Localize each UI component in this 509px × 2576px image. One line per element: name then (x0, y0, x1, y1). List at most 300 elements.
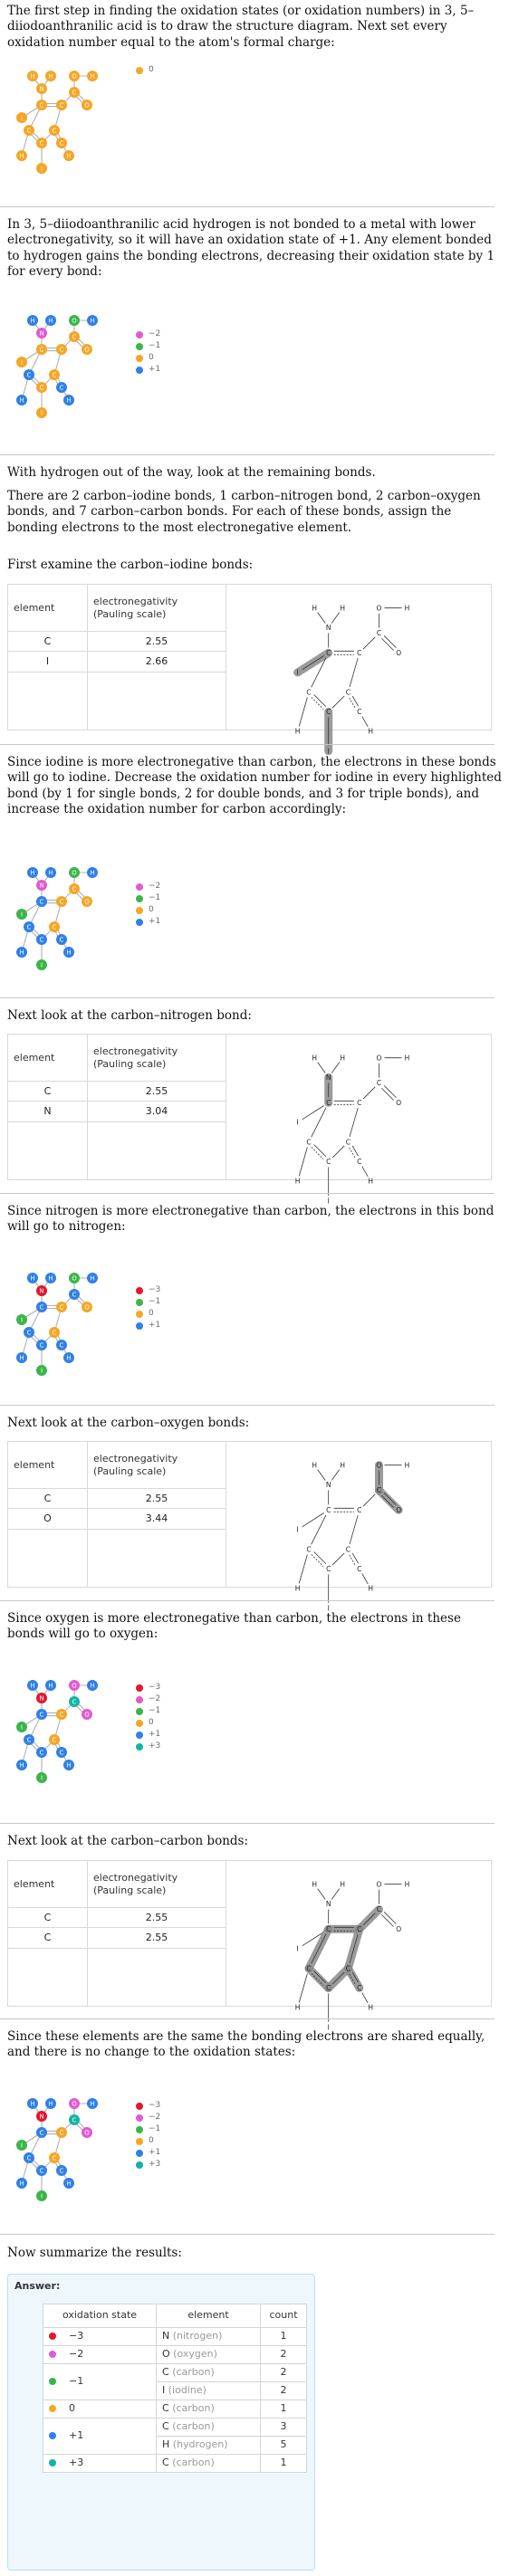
atom-label: C (52, 923, 57, 931)
atom-label: H (404, 1054, 410, 1063)
bond-line (331, 1889, 340, 1900)
ci-heading: First examine the carbon–iodine bonds: (7, 558, 254, 572)
state-cell (43, 2400, 157, 2419)
atom-label: H (66, 949, 72, 957)
element-symbol: H (162, 2438, 170, 2451)
atom-label: C (357, 1565, 362, 1573)
atom-label: C (376, 1079, 382, 1088)
atom-label: C (59, 898, 64, 906)
atom-label: C (59, 936, 64, 944)
element-symbol: N (162, 2330, 170, 2342)
element-cell (157, 2419, 261, 2437)
atom-label: C (39, 101, 44, 110)
bond-line (350, 1515, 358, 1544)
m3-dot-icon (136, 1287, 143, 1294)
cc-result-text: Since these elements are the same the bonding electrons are shared equally, and there is no change to the oxidation states: (7, 2029, 485, 2060)
remaining-text-2: There are 2 carbon–iodine bonds, 1 carbon–nitrogen bond, 2 carbon–oxygen bonds, and 7 carbon–carbon bonds. For each of these bonds, assign the bonding electrons to the most electronegative element. (7, 489, 481, 535)
element-cell (157, 2364, 261, 2382)
bond-line (314, 695, 326, 707)
m2-dot-icon (136, 883, 143, 891)
atom-label: N (39, 2113, 44, 2121)
atom-label: C (357, 1924, 362, 1933)
element-symbol: C (162, 2366, 169, 2379)
atom-label: H (404, 604, 410, 613)
divider (0, 2018, 495, 2019)
structure-after-co (0, 1664, 263, 1808)
element-symbol: O (162, 2348, 170, 2361)
atom-label: I (20, 1316, 24, 1324)
table-cell: 2.55 (88, 632, 226, 652)
table-cell (88, 1529, 226, 1587)
atom-label: N (39, 1287, 44, 1295)
atom-label: H (90, 869, 95, 877)
header-en-text: electronegativity (93, 595, 178, 607)
state-value: 0 (69, 2402, 75, 2415)
bond-line (332, 1146, 344, 1158)
atom-label: C (306, 688, 312, 697)
atom-label: N (39, 85, 44, 93)
table-cell (8, 1529, 88, 1587)
table-cell: 2.55 (88, 1928, 226, 1948)
state-value: +3 (69, 2457, 84, 2469)
element-symbol: C (162, 2457, 169, 2469)
legend-value: −1 (149, 340, 161, 350)
header-en-text: electronegativity (93, 1871, 178, 1884)
header-en-text: electronegativity (93, 1045, 178, 1057)
zero-dot-icon (136, 67, 143, 74)
structure-hydrogen (0, 299, 263, 444)
atom-label: O (376, 604, 382, 613)
atom-label: C (72, 1698, 77, 1706)
legend-formal (136, 64, 154, 76)
atom-label: H (340, 1880, 346, 1889)
atom-label: H (368, 727, 374, 736)
legend-value: 0 (149, 64, 154, 74)
m1-dot-icon (136, 343, 143, 350)
atom-label: O (72, 2100, 77, 2108)
zero-dot-icon (136, 2138, 143, 2145)
p1-dot-icon (49, 2432, 56, 2439)
atom-label: H (340, 1054, 346, 1063)
bond-line (314, 1145, 326, 1157)
atom-label: O (376, 1461, 382, 1470)
table-cell: C (8, 1489, 88, 1509)
atom-label: H (340, 604, 346, 613)
atom-label: O (84, 346, 90, 354)
legend-value: −1 (149, 892, 161, 902)
legend-value: +1 (149, 916, 161, 926)
atom-label: H (19, 1354, 24, 1362)
state-value: −3 (69, 2330, 84, 2342)
atom-label: C (306, 1138, 312, 1147)
cn-structure-cell (226, 1035, 492, 1206)
atom-label: C (52, 371, 57, 379)
state-cell (43, 2455, 157, 2473)
zero-dot-icon (136, 1311, 143, 1318)
header-element: element (8, 1035, 88, 1082)
atom-label: H (48, 72, 53, 81)
state-value: +1 (69, 2429, 84, 2442)
bond-line (312, 697, 323, 709)
atom-label: C (376, 1486, 382, 1495)
element-cell (157, 2437, 261, 2455)
atom-label: C (326, 708, 331, 716)
atom-label: H (312, 1880, 318, 1889)
atom-label: I (20, 911, 24, 919)
table-cell: 2.55 (88, 1908, 226, 1928)
legend-value: −3 (149, 1284, 161, 1294)
table-cell (8, 1121, 88, 1179)
m2-dot-icon (136, 2114, 143, 2122)
atom-label: C (326, 1098, 331, 1107)
element-name: (carbon) (172, 2366, 215, 2379)
zero-dot-icon (136, 1720, 143, 1727)
atom-label: I (20, 114, 24, 122)
bond-line (384, 635, 396, 647)
element-name: (hydrogen) (172, 2438, 228, 2451)
legend-value: +1 (149, 2147, 161, 2157)
header-scale-text: (Pauling scale) (93, 1884, 167, 1896)
atom-label: C (39, 1749, 44, 1757)
atom-label: C (59, 139, 64, 148)
atom-label: C (39, 898, 44, 906)
table-cell (8, 1948, 88, 2006)
atom-label: H (90, 1274, 95, 1283)
atom-label: C (26, 923, 32, 931)
co-structure-cell (226, 1442, 492, 1613)
atom-label: O (396, 1098, 402, 1107)
atom-label: C (326, 1505, 331, 1514)
atom-label: C (306, 1545, 312, 1554)
legend-value: −2 (149, 881, 161, 891)
summary-heading: Now summarize the results: (7, 2246, 182, 2260)
element-symbol: C (162, 2420, 169, 2433)
atom-label: I (40, 1774, 43, 1782)
atom-label: I (40, 165, 43, 173)
bond-line (362, 717, 368, 727)
atom-label: H (30, 2100, 35, 2108)
atom-label: C (39, 936, 44, 944)
legend-value: +1 (149, 364, 161, 374)
table-cell: 2.55 (88, 1082, 226, 1102)
atom-label: I (327, 747, 330, 756)
element-cell (157, 2346, 261, 2364)
divider (0, 2234, 495, 2235)
atom-label: H (30, 317, 35, 325)
atom-label: H (368, 2003, 374, 2012)
ci-electronegativity-table (7, 584, 492, 756)
count-cell: 1 (261, 2400, 307, 2419)
table-cell (8, 672, 88, 730)
cn-electronegativity-table (7, 1034, 492, 1206)
divider (0, 1600, 495, 1601)
cc-structure (226, 1861, 489, 2032)
atom-label: C (345, 1138, 351, 1147)
atom-label: C (26, 2154, 32, 2162)
atom-label: I (327, 1604, 330, 1613)
m2-dot-icon (49, 2351, 56, 2358)
atom-label: C (376, 1905, 382, 1914)
atom-label: H (66, 1761, 72, 1770)
header-count: count (261, 2304, 307, 2328)
atom-label: N (39, 329, 44, 338)
atom-label: H (312, 1054, 318, 1063)
atom-label: O (84, 2129, 90, 2137)
structure-final (0, 2082, 263, 2227)
atom-label: O (72, 72, 77, 81)
atom-label: H (19, 949, 24, 957)
atom-label: C (39, 2129, 44, 2137)
count-cell: 3 (261, 2419, 307, 2437)
legend-value: −1 (149, 2123, 161, 2133)
zero-dot-icon (136, 907, 143, 914)
header-scale-text: (Pauling scale) (93, 1057, 167, 1070)
atom-label: I (327, 2023, 330, 2032)
atom-label: C (345, 1545, 351, 1554)
atom-label: N (325, 1481, 331, 1489)
table-cell: 3.04 (88, 1102, 226, 1121)
bond-line (363, 637, 375, 649)
header-element: element (8, 1861, 88, 1908)
bond-line (331, 1063, 340, 1073)
atom-label: H (90, 2100, 95, 2108)
m2-dot-icon (136, 331, 143, 339)
atom-label: C (39, 1303, 44, 1312)
legend-co (136, 1682, 160, 1752)
legend-value: −2 (149, 329, 161, 339)
bond-line (331, 613, 340, 624)
state-cell (43, 2364, 157, 2400)
zero-dot-icon (136, 355, 143, 362)
bond-line (381, 1088, 393, 1100)
legend-value: 0 (149, 1308, 154, 1318)
table-cell: C (8, 1082, 88, 1102)
legend-value: −1 (149, 1296, 161, 1306)
m3-dot-icon (136, 2103, 143, 2110)
atom-label: O (376, 1880, 382, 1889)
element-name: (carbon) (172, 2402, 215, 2415)
atom-label: C (72, 333, 77, 341)
atom-label: C (376, 629, 382, 638)
bond-line (312, 1554, 323, 1566)
header-electronegativity (88, 1861, 226, 1908)
co-heading: Next look at the carbon–oxygen bonds: (7, 1416, 250, 1430)
atom-label: I (20, 2142, 24, 2150)
bond-line (312, 1147, 323, 1159)
bond-line (299, 1554, 307, 1583)
atom-label: C (326, 1984, 331, 1992)
header-electronegativity (88, 1035, 226, 1082)
atom-label: H (19, 2180, 24, 2188)
atom-label: C (59, 1303, 64, 1312)
legend-ci (136, 881, 160, 928)
cn-structure (226, 1035, 489, 1206)
bond-line (318, 1470, 326, 1481)
header-element: element (157, 2304, 261, 2328)
header-scale-text: (Pauling scale) (93, 607, 167, 620)
atom-label: C (26, 127, 32, 135)
bond-line (303, 1513, 324, 1527)
atom-label: H (294, 727, 301, 736)
legend-value: 0 (149, 904, 154, 914)
state-value: −1 (69, 2375, 84, 2388)
header-element: element (8, 585, 88, 632)
atom-label: I (20, 358, 24, 367)
atom-label: H (312, 1461, 318, 1470)
element-name: (oxygen) (173, 2348, 217, 2361)
divider (0, 997, 495, 998)
atom-label: H (294, 2003, 301, 2012)
atom-label: C (326, 1924, 331, 1933)
atom-label: C (72, 2116, 77, 2124)
atom-label: C (72, 1291, 77, 1299)
atom-label: H (312, 604, 318, 613)
cc-electronegativity-table (7, 1860, 492, 2032)
summary-table (43, 2304, 307, 2473)
table-cell: N (8, 1102, 88, 1121)
atom-label: C (357, 708, 362, 716)
atom-label: C (357, 1984, 362, 1992)
atom-label: O (72, 869, 77, 877)
bond-line (384, 1912, 396, 1923)
intro-text: The first step in finding the oxidation states (or oxidation numbers) in 3, 5–diiodoanthranilic acid is to draw the structure diagram. Next set every oxidation number equal to the atom's formal charge: (7, 4, 475, 50)
table-cell (88, 1948, 226, 2006)
zero-dot-icon (49, 2405, 56, 2412)
m1-dot-icon (136, 1708, 143, 1715)
cn-heading: Next look at the carbon–nitrogen bond: (7, 1008, 252, 1023)
bond-line (299, 697, 307, 726)
divider (0, 1193, 495, 1194)
atom-label: C (326, 1565, 331, 1573)
atom-label: C (26, 1736, 32, 1744)
atom-label: C (326, 1158, 331, 1166)
bond-line (381, 1914, 393, 1926)
atom-label: C (59, 1749, 64, 1757)
element-cell (157, 2400, 261, 2419)
legend-value: 0 (149, 2135, 154, 2145)
bond-line (384, 1085, 396, 1097)
atom-label: N (39, 1694, 44, 1703)
bond-line (363, 1494, 375, 1506)
state-cell (43, 2419, 157, 2455)
divider (0, 1405, 495, 1406)
header-oxidation-state: oxidation state (43, 2304, 157, 2328)
count-cell: 2 (261, 2346, 307, 2364)
bond-line (381, 638, 393, 650)
atom-label: C (345, 688, 351, 697)
atom-label: C (52, 127, 57, 135)
structure-after-ci (0, 851, 263, 996)
atom-label: I (40, 409, 43, 417)
legend-hydrogen (136, 329, 160, 376)
ci-result-text: Since iodine is more electronegative than carbon, the electrons in these bonds will go to iodine. Decrease the oxidation number for iodine in every highlighted bond (by 1 for single bonds, 2 for double bonds, and 3 for triple bonds), and increase the oxidation number for carbon accordingly: (7, 755, 502, 816)
atom-label: C (59, 384, 64, 392)
atom-label: C (52, 2154, 57, 2162)
table-cell: 2.55 (88, 1489, 226, 1509)
atom-label: O (396, 1505, 402, 1514)
m1-dot-icon (136, 2126, 143, 2133)
atom-label: H (368, 1177, 374, 1186)
cc-heading: Next look at the carbon–carbon bonds: (7, 1834, 249, 1848)
legend-value: +1 (149, 1320, 161, 1330)
atom-label: C (59, 2129, 64, 2137)
atom-label: H (30, 1682, 35, 1690)
bond-line (303, 656, 324, 670)
atom-label: O (396, 1924, 402, 1933)
atom-label: H (19, 396, 24, 405)
atom-label: C (52, 1736, 57, 1744)
co-result-text: Since oxygen is more electronegative than carbon, the electrons in these bonds will go to oxygen: (7, 1611, 461, 1642)
atom-label: H (30, 869, 35, 877)
atom-label: C (326, 648, 331, 657)
atom-label: C (345, 1964, 351, 1973)
element-name: (carbon) (172, 2457, 215, 2469)
p3-dot-icon (136, 1743, 143, 1751)
atom-label: C (39, 384, 44, 392)
legend-value: −1 (149, 1705, 161, 1715)
bond-line (318, 1063, 326, 1073)
p1-dot-icon (136, 367, 143, 374)
bond-line (299, 1147, 307, 1176)
m3-dot-icon (136, 1684, 143, 1692)
atom-label: H (368, 1584, 374, 1593)
atom-label: C (26, 371, 32, 379)
p1-dot-icon (136, 919, 143, 926)
divider (0, 206, 495, 207)
atom-label: H (294, 1177, 301, 1186)
atom-label: C (39, 346, 44, 354)
p1-dot-icon (136, 2150, 143, 2157)
bond-line (362, 1993, 368, 2003)
atom-label: C (39, 139, 44, 148)
ci-structure-cell (226, 585, 492, 756)
cc-structure-cell (226, 1861, 492, 2032)
legend-value: −2 (149, 2112, 161, 2122)
atom-label: C (39, 1341, 44, 1350)
divider (0, 1823, 495, 1824)
answer-box (7, 2274, 315, 2571)
atom-label: H (48, 317, 53, 325)
atom-label: H (19, 1761, 24, 1770)
atom-label: N (325, 1900, 331, 1908)
p1-dot-icon (136, 1322, 143, 1330)
atom-label: H (48, 2100, 53, 2108)
atom-label: C (59, 1711, 64, 1719)
atom-label: H (294, 1584, 301, 1593)
divider (0, 744, 495, 745)
table-cell: O (8, 1509, 88, 1529)
ci-structure (226, 585, 489, 756)
header-electronegativity (88, 1442, 226, 1489)
element-name: (iodine) (168, 2384, 206, 2397)
bond-line (362, 1167, 368, 1177)
table-cell: C (8, 632, 88, 652)
atom-label: O (84, 898, 90, 906)
atom-label: I (40, 2192, 43, 2200)
structure-after-cn (0, 1256, 263, 1401)
atom-label: I (20, 1723, 24, 1732)
atom-label: N (39, 882, 44, 890)
header-electronegativity (88, 585, 226, 632)
atom-label: H (66, 2180, 72, 2188)
atom-label: H (66, 396, 72, 405)
element-name: (nitrogen) (172, 2330, 223, 2342)
count-cell: 2 (261, 2364, 307, 2382)
atom-label: C (357, 648, 362, 657)
m1-dot-icon (136, 895, 143, 902)
atom-label: C (26, 1329, 32, 1337)
atom-label: C (357, 1505, 362, 1514)
